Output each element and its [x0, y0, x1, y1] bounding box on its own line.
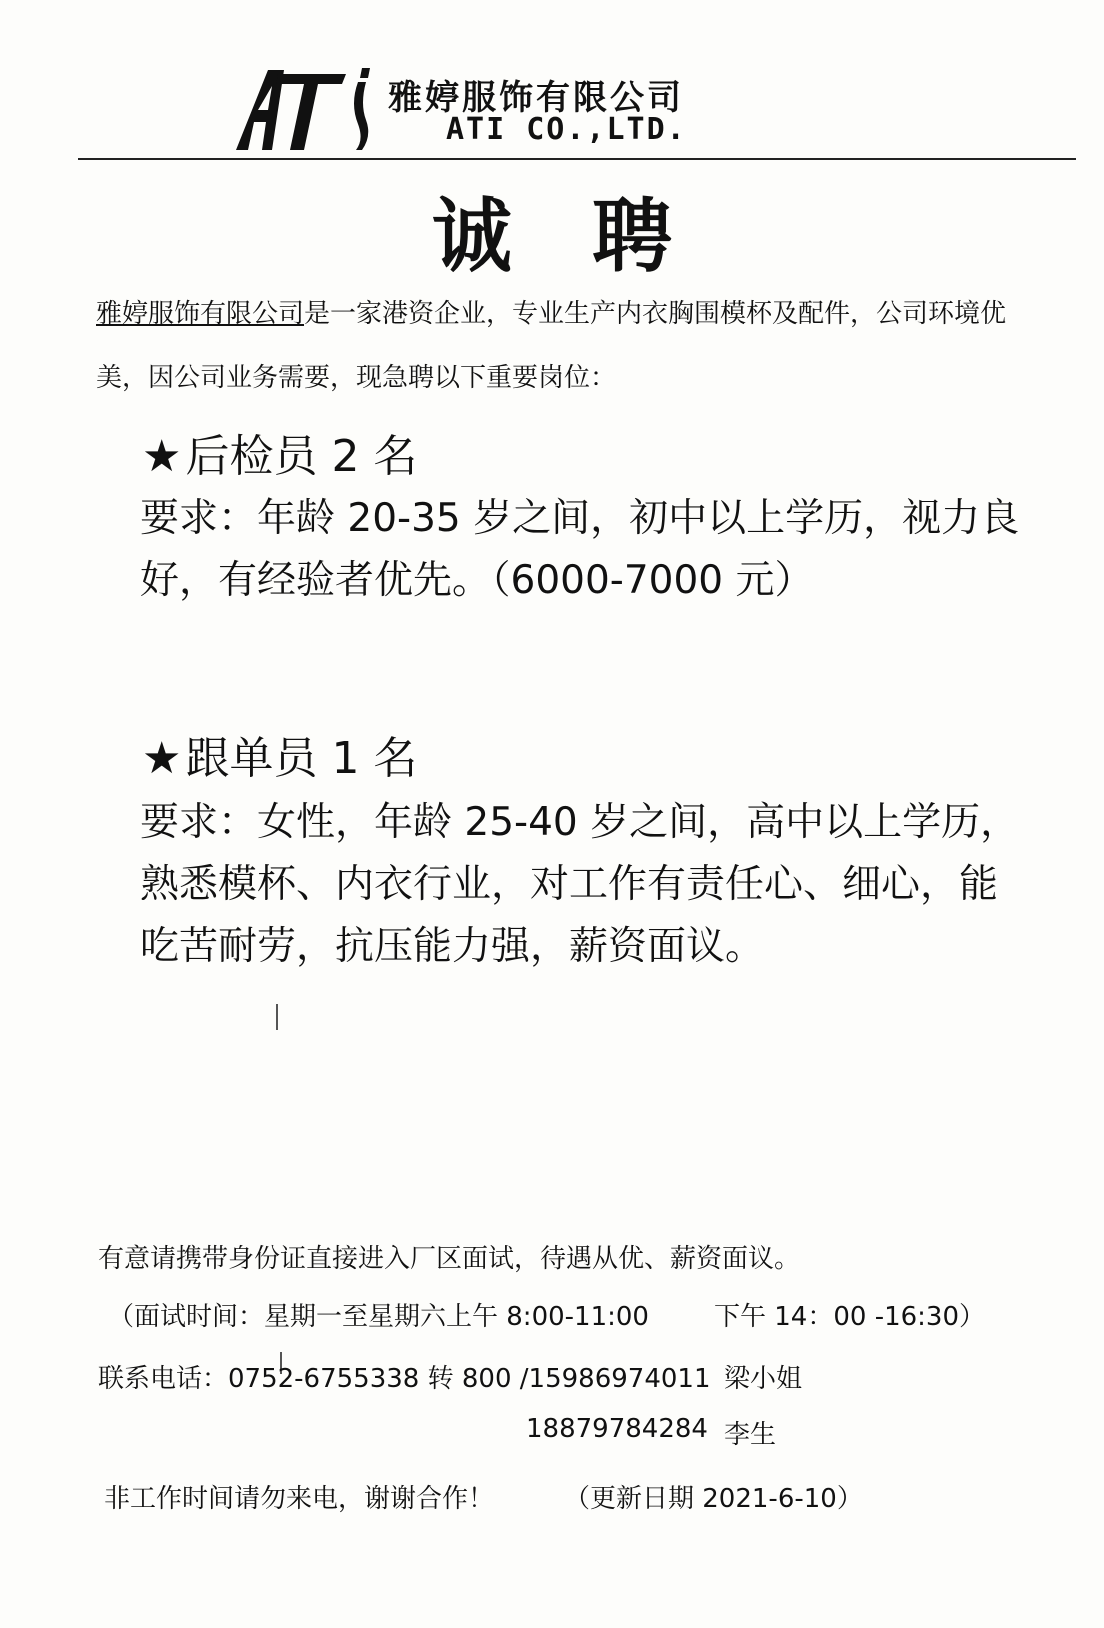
contact-name-1: 梁小姐: [724, 1364, 803, 1394]
contact-name-2: 李生: [724, 1420, 777, 1450]
star-icon: ★: [142, 733, 182, 784]
job-title-text: 跟单员 1 名: [185, 733, 418, 784]
update-date: （更新日期 2021-6-10）: [564, 1484, 863, 1514]
star-icon: ★: [142, 431, 182, 482]
footer-notice: [104, 1478, 863, 1515]
intro-paragraph: [96, 282, 1016, 410]
contact-phone-2: 18879784284: [526, 1414, 708, 1444]
company-name-cn: 雅婷服饰有限公司: [388, 78, 684, 118]
job-requirement-inspector: 要求：年龄 20-35 岁之间，初中以上学历，视力良好，有经验者优先。（6000-7000 元）: [140, 496, 1020, 603]
intro-company-name: 雅婷服饰有限公司: [96, 299, 305, 329]
notice-text: 非工作时间请勿来电，谢谢合作！: [104, 1484, 495, 1514]
contact-line-1: [98, 1358, 803, 1395]
job-title-merchandiser: [142, 722, 417, 786]
job-title-text: 后检员 2 名: [185, 431, 418, 482]
interview-time-pm: 下午 14：00 -16:30）: [714, 1302, 986, 1332]
company-name-en: ATI CO.,LTD.: [446, 112, 687, 147]
contact-phone: 联系电话：0752-6755338 转 800 /15986974011: [98, 1364, 711, 1394]
interview-time-am: （面试时间：星期一至星期六上午 8:00-11:00: [108, 1302, 649, 1332]
interview-time: [108, 1296, 986, 1333]
job-title-inspector: [142, 420, 417, 484]
header-divider: [78, 158, 1076, 160]
job-requirement-merchandiser: 要求：女性，年龄 25-40 岁之间，高中以上学历，熟悉模杯、内衣行业，对工作有责任心、细心，能吃苦耐劳，抗压能力强，薪资面议。: [140, 800, 1020, 969]
intro-text: 是一家港资企业，专业生产内衣胸围模杯及配件，公司环境优美，因公司业务需要，现急聘以下重要岗位：: [96, 299, 1007, 393]
footer-invite: 有意请携带身份证直接进入厂区面试，待遇从优、薪资面议。: [98, 1244, 801, 1274]
page-title: 诚聘: [432, 190, 752, 283]
scan-speck: [276, 1004, 278, 1030]
contact-line-2: [526, 1414, 777, 1450]
ati-logo: [228, 64, 380, 154]
